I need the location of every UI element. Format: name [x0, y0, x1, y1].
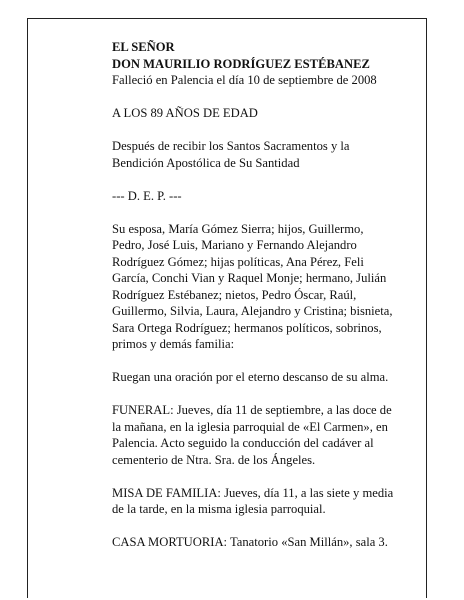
family-mass-line: de la tarde, en la misma iglesia parroquial. [112, 502, 326, 516]
death-notice: Falleció en Palencia el día 10 de septiembre de 2008 [112, 73, 377, 87]
sacraments-block [112, 138, 424, 171]
funeral-line: Palencia. Acto seguido la conducción del cadáver al [112, 436, 374, 450]
age-line: A LOS 89 AÑOS DE EDAD [112, 106, 258, 120]
funeral-home-line: CASA MORTUORIA: Tanatorio «San Millán», sala 3. [112, 535, 388, 549]
family-line: primos y demás familia: [112, 337, 235, 351]
family-block [112, 221, 424, 353]
funeral-line: la mañana, en la iglesia parroquial de «El Carmen», en [112, 419, 388, 434]
family-line: García, Conchi Vian y Raquel Monje; hermano, Julián [112, 271, 387, 285]
sacraments-line: Después de recibir los Santos Sacramentos y la [112, 139, 350, 153]
funeral-line: cementerio de Ntra. Sra. de los Ángeles. [112, 452, 316, 467]
prayer-line: Ruegan una oración por el eterno descanso de su alma. [112, 370, 389, 384]
family-line: Guillermo, Silvia, Laura, Alejandro y Cristina; bisnieta, [112, 304, 393, 318]
family-line: Pedro, José Luis, Mariano y Fernando Alejandro [112, 238, 357, 252]
funeral-home-block [112, 534, 424, 551]
rip-line: --- D. E. P. --- [112, 188, 182, 203]
family-line: Rodríguez Gómez; hijas políticas, Ana Pérez, Feli [112, 254, 364, 269]
funeral-line: FUNERAL: Jueves, día 11 de septiembre, a las doce de [112, 403, 392, 417]
prayer-block [112, 369, 424, 386]
funeral-block [112, 402, 424, 468]
family-line: Su esposa, María Gómez Sierra; hijos, Guillermo, [112, 221, 364, 236]
deceased-name: DON MAURILIO RODRÍGUEZ ESTÉBANEZ [112, 56, 370, 71]
family-line: Sara Ortega Rodríguez; hermanos políticos, sobrinos, [112, 320, 382, 335]
rip-block [112, 188, 424, 205]
obituary-text [112, 39, 424, 567]
family-mass-line: MISA DE FAMILIA: Jueves, día 11, a las siete y media [112, 485, 394, 500]
header-block [112, 39, 424, 89]
family-mass-block [112, 485, 424, 518]
title-line: EL SEÑOR [112, 40, 175, 54]
age-block [112, 105, 424, 122]
sacraments-line: Bendición Apostólica de Su Santidad [112, 155, 300, 170]
family-line: Rodríguez Estébanez; nietos, Pedro Óscar, Raúl, [112, 287, 357, 302]
